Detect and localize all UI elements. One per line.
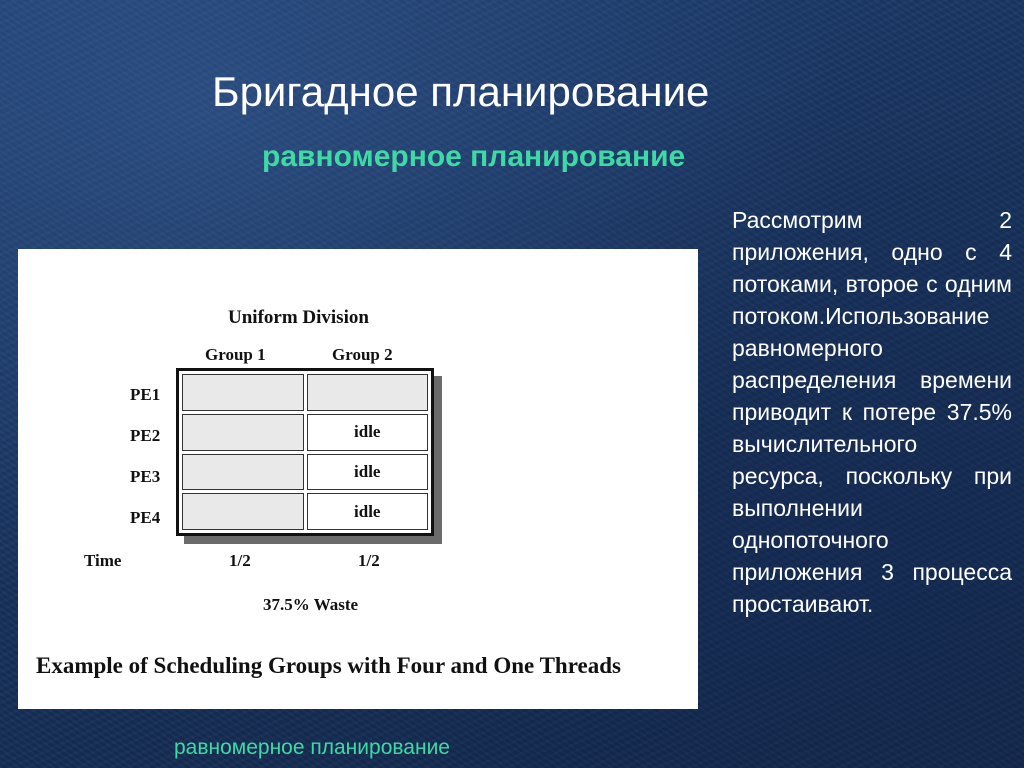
row-label-pe2: PE2	[130, 426, 161, 445]
row-label-pe4: PE4	[130, 508, 161, 527]
slide-subtitle: равномерное планирование	[262, 140, 686, 173]
time-value-group1: 1/2	[229, 551, 251, 570]
figure-heading: Uniform Division	[228, 307, 369, 328]
figure-caption: Example of Scheduling Groups with Four and One Threads	[36, 653, 621, 678]
time-value-group2: 1/2	[358, 551, 380, 570]
scheduling-figure	[18, 249, 698, 709]
waste-label: 37.5% Waste	[263, 595, 359, 614]
group-1-header: Group 1	[205, 345, 266, 364]
description-text: Рассмотрим 2 приложения, одно с 4 потоками, второе с одним потоком.Использование равномерного распределения времени приводит к потере 37.5% вычислительного ресурса, поскольку при выполнении однопоточного приложения 3 процесса простаивают.	[732, 207, 1012, 617]
footer-label: равномерное планирование	[174, 736, 450, 759]
cell-pe1-group1	[182, 374, 304, 411]
cell-pe1-group2	[307, 374, 429, 411]
cell-pe3-group2: idle	[307, 454, 429, 491]
cell-pe3-group1	[182, 454, 304, 491]
time-label: Time	[84, 551, 122, 570]
cell-pe4-group2: idle	[307, 493, 429, 530]
schedule-grid	[176, 368, 434, 536]
row-label-pe1: PE1	[130, 385, 161, 404]
row-label-pe3: PE3	[130, 467, 161, 486]
slide-title: Бригадное планирование	[212, 68, 710, 115]
cell-pe2-group2: idle	[307, 414, 429, 451]
cell-pe4-group1	[182, 493, 304, 530]
cell-pe2-group1	[182, 414, 304, 451]
group-2-header: Group 2	[332, 345, 393, 364]
